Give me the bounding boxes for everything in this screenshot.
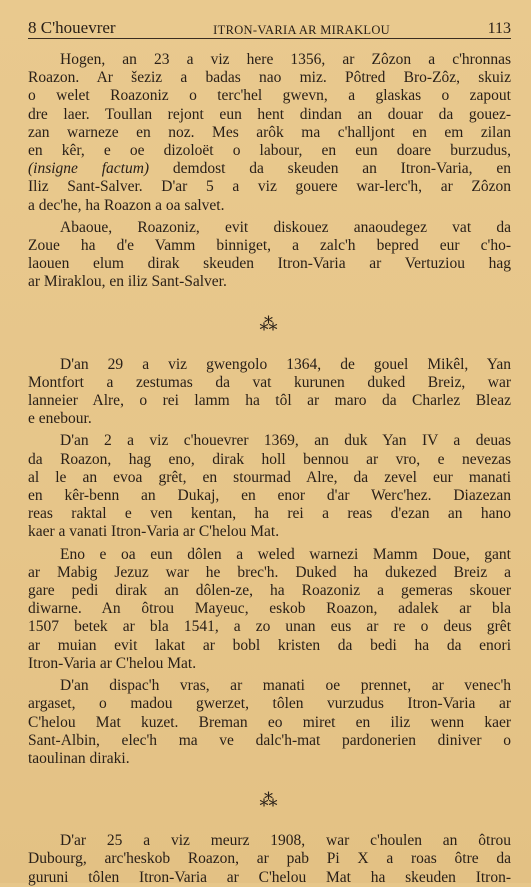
text-line: en kêr-benn an Dukaj, en enor d'ar Werc'hez. Diazezan <box>28 487 511 505</box>
text-line: Eno e oa eun dôlen a weled warnezi Mamm Doue, gant <box>60 545 511 563</box>
paragraph <box>28 432 511 541</box>
section-separator: ⁂ <box>259 313 280 334</box>
text-line: zan warneze en noz. Mes arôk ma c'halljont en em zilan <box>28 123 511 141</box>
text-line: ar muian evit lakat ar bobl kristen da bedi ha da enori <box>28 636 511 654</box>
text-line: gare pedi dirak an dôlen-ze, ha Roazoniz a gemeras skouer <box>28 582 511 600</box>
text-line: Itron-Varia ar C'helou Mat. <box>28 654 197 672</box>
text-line: al le an evoa grêt, en stourmad Alre, da zevel eur manati <box>28 468 511 486</box>
text-line: C'helou Mat kuzet. Breman eo miret en iliz wenn kaer <box>28 713 511 731</box>
text-line: argaset, o madou gwerzet, tôlen vurzudus Itron-Varia ar <box>28 695 511 713</box>
text-line: D'an 2 a viz c'houevrer 1369, an duk Yan IV a deuas <box>60 432 511 450</box>
section-separator: ⁂ <box>259 790 280 811</box>
text-line: ar Miraklou, en iliz Sant-Salver. <box>28 273 227 291</box>
text-line: (insigne factum) demdost da skeuden an Itron-Varia, en <box>28 160 511 178</box>
text-line: Sant-Albin, elec'h ma ve dalc'h-mat pardonerien diniver o <box>28 731 511 749</box>
text-line: laouen elum dirak skeuden Itron-Varia ar Vertuziou hag <box>28 255 511 273</box>
text-line: Roazon. Ar šeziz a badas nao miz. Pôtred Bro-Zôz, skuiz <box>28 69 511 87</box>
text-line: Abaoue, Roazoniz, evit diskouez anaoudegez vat da <box>60 218 511 236</box>
text-line: Montfort a zestumas da vat kurunen duked Breiz, war <box>28 373 511 391</box>
text-line: Iliz Sant-Salver. D'ar 5 a viz gouere war-lerc'h, ar Zôzon <box>28 178 511 196</box>
text-line: reas raktal e ven kentan, ha rei a reas d'ezan an hano <box>28 505 511 523</box>
text-line: en kêr, e oe dizoloët o labour, en eun doare burzudus, <box>28 142 511 160</box>
text-line: kaer a vanati Itron-Varia ar C'helou Mat. <box>28 523 280 541</box>
text-line: Zoue ha d'e Vamm binniget, a zalc'h bepred eur c'ho- <box>28 237 511 255</box>
text-line: guruni tôlen Itron-Varia ar C'helou Mat ha skeuden Itron- <box>28 868 511 886</box>
text-line: D'an 29 a viz gwengolo 1364, de gouel Mikêl, Yan <box>60 355 511 373</box>
text-line: Hogen, an 23 a viz here 1356, ar Zôzon a c'hronnas <box>60 51 511 68</box>
header-title: ITRON-VARIA AR MIRAKLOU <box>213 23 390 37</box>
paragraph <box>28 832 511 887</box>
text-line: 1507 betek ar bla 1541, a zo unan eus ar re o deus grêt <box>28 618 511 636</box>
paragraph <box>28 51 511 215</box>
text-line: Dubourg, arc'heskob Roazon, ar pab Pi X a roas ôtre da <box>28 850 511 868</box>
text-line: e enebour. <box>28 410 92 428</box>
page-body <box>28 51 511 887</box>
text-line: ar Mabig Jezuz war he brec'h. Duked ha dukezed Breiz a <box>28 563 511 581</box>
text-line: da Roazon, hag eno, dirak holl bennou ar vro, e nevezas <box>28 450 511 468</box>
text-line: dre laer. Toullan rejont eun hent dindan an douar da gouez- <box>28 105 511 123</box>
text-line: lanneier Alre, o rei lamm ha tôl ar maro da Charlez Bleaz <box>28 392 511 410</box>
header-date: 8 C'houevrer <box>28 18 116 37</box>
paragraph <box>28 677 511 768</box>
text-line: D'an dispac'h vras, ar manati oe prennet, ar venec'h <box>60 677 511 695</box>
paragraph <box>28 546 511 673</box>
latin-phrase: (insigne factum) <box>28 160 150 178</box>
text-line: o welet Roazoniz o terc'hel gwevn, a glaskas o zapout <box>28 87 511 105</box>
text-line: taoulinan diraki. <box>28 749 130 767</box>
text-line: D'ar 25 a viz meurz 1908, war c'houlen an ôtrou <box>60 832 511 850</box>
paragraph <box>28 219 511 292</box>
text-line: a dec'he, ha Roazon a oa salvet. <box>28 196 225 214</box>
running-header <box>28 14 511 39</box>
text-line: diwarne. An ôtrou Mayeuc, eskob Roazon, adalek ar bla <box>28 600 511 618</box>
paragraph <box>28 356 511 429</box>
page-number: 113 <box>487 20 511 37</box>
